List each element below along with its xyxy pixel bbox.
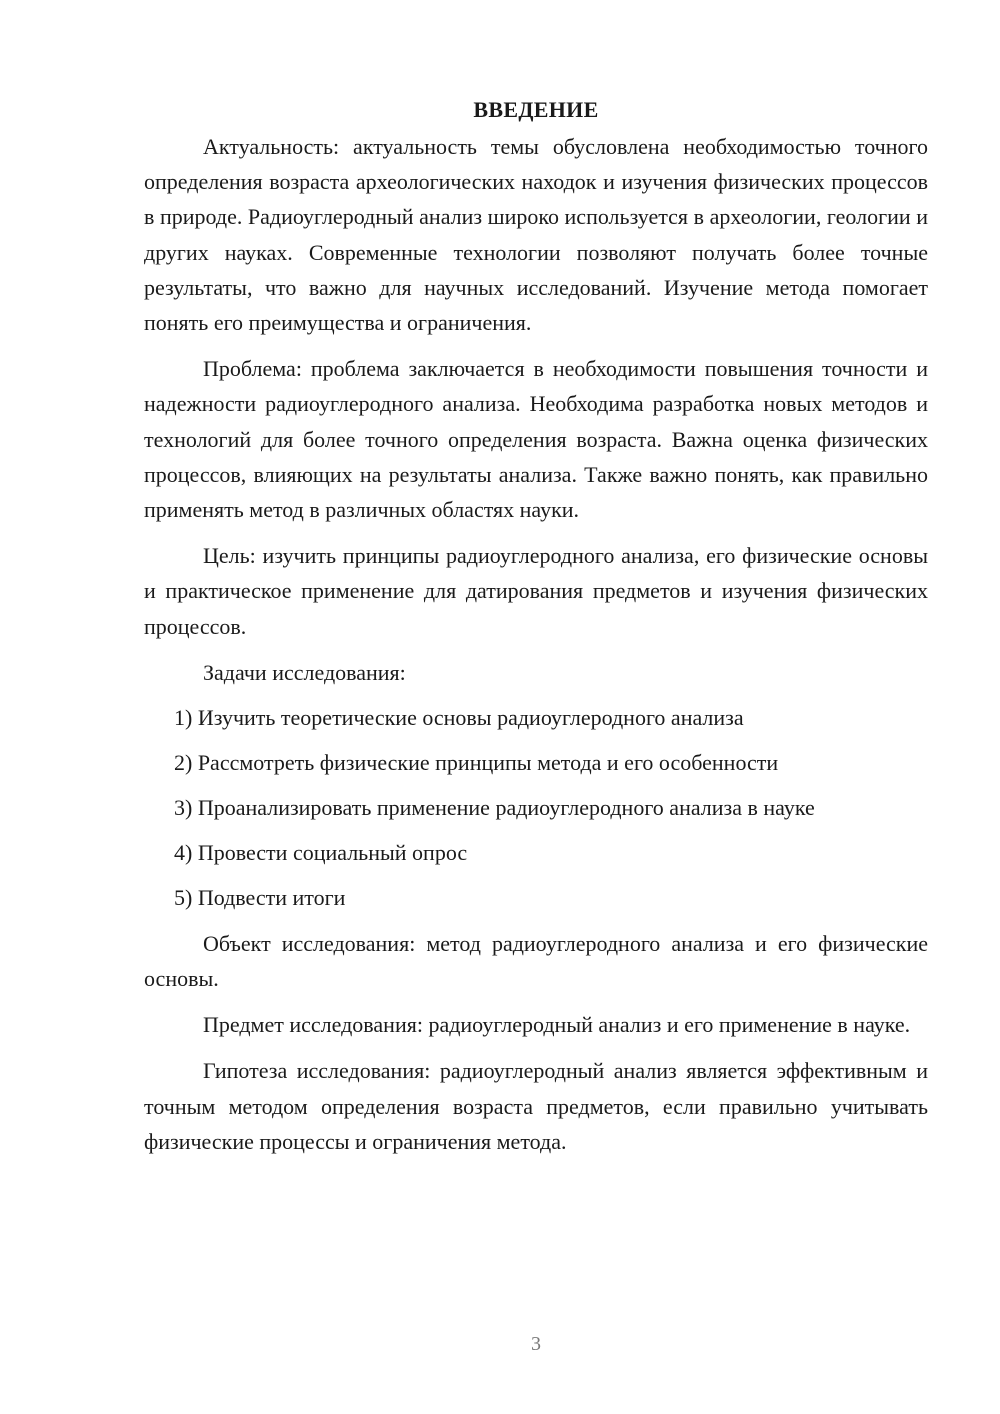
goal-paragraph: Цель: изучить принципы радиоуглеродного анализа, его физические основы и практическое применение для датирования предметов и изучения физических процессов. bbox=[144, 543, 928, 639]
task-item: 1) Изучить теоретические основы радиоуглеродного анализа bbox=[174, 704, 744, 730]
page-number: 3 bbox=[531, 1333, 541, 1355]
page-content bbox=[144, 92, 928, 1170]
hypothesis-paragraph: Гипотеза исследования: радиоуглеродный анализ является эффективным и точным методом определения возраста предметов, если правильно учитывать физические процессы и ограничения метода. bbox=[144, 1058, 928, 1154]
task-item: 2) Рассмотреть физические принципы метода и его особенности bbox=[174, 749, 779, 775]
research-subject-paragraph: Предмет исследования: радиоуглеродный анализ и его применение в науке. bbox=[203, 1012, 911, 1038]
task-item: 3) Проанализировать применение радиоуглеродного анализа в науке bbox=[174, 794, 815, 820]
task-item: 4) Провести социальный опрос bbox=[174, 839, 468, 865]
research-object-paragraph: Объект исследования: метод радиоуглеродного анализа и его физические основы. bbox=[144, 930, 928, 992]
tasks-list bbox=[144, 700, 928, 915]
section-title: ВВЕДЕНИЕ bbox=[473, 97, 599, 122]
problem-paragraph: Проблема: проблема заключается в необходимости повышения точности и надежности радиоуглеродного анализа. Необходима разработка новых методов и технологий для более точного определения возраста. Важна оценка физических процессов, влияющих на результаты анализа. Также важно понять, как правильно применять метод в различных областях науки. bbox=[144, 356, 928, 523]
relevance-paragraph: Актуальность: актуальность темы обусловлена необходимостью точного определения возраста археологических находок и изучения физических процессов в природе. Радиоуглеродный анализ широко используется в археологии, геологии и других науках. Современные технологии позволяют получать более точные результаты, что важно для научных исследований. Изучение метода помогает понять его преимущества и ограничения. bbox=[144, 134, 928, 336]
tasks-heading: Задачи исследования: bbox=[203, 659, 406, 685]
task-item: 5) Подвести итоги bbox=[174, 884, 346, 910]
